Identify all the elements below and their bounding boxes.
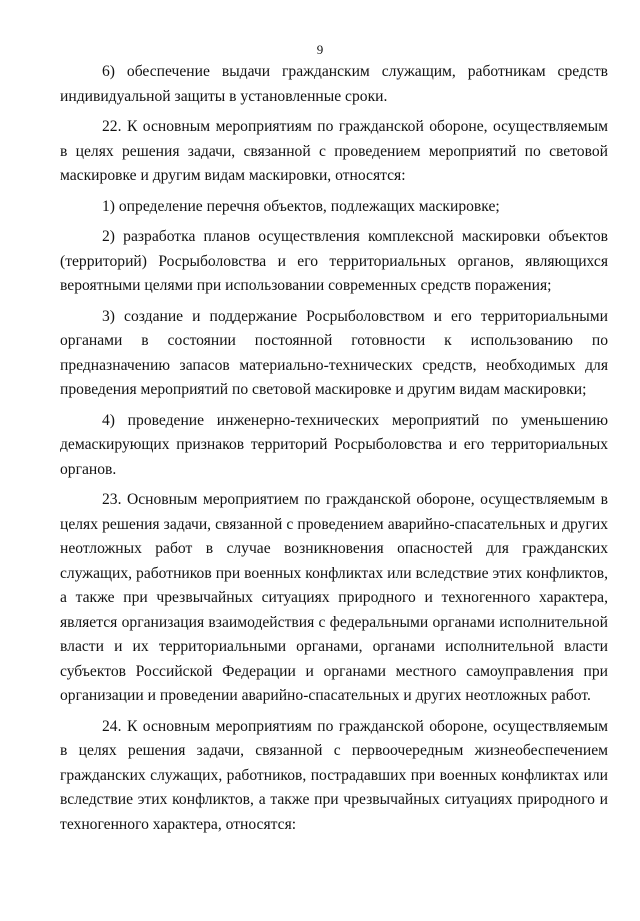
paragraph-22: 22. К основным мероприятиям по гражданской обороне, осуществляемым в целях решения задачи, связанной с проведением мероприятий по световой маскировке и другим видам маскировки, относятся: — [60, 118, 608, 184]
paragraph-22-item-1: 1) определение перечня объектов, подлежащих маскировке; — [102, 197, 500, 215]
document-body — [60, 60, 608, 843]
paragraph-item-6: 6) обеспечение выдачи гражданским служащим, работникам средств индивидуальной защиты в установленные сроки. — [60, 63, 608, 105]
paragraph-22-item-4: 4) проведение инженерно-технических мероприятий по уменьшению демаскирующих признаков территорий Росрыболовства и его территориальных органов. — [60, 411, 608, 478]
paragraph-22-item-2: 2) разработка планов осуществления комплексной маскировки объектов (территорий) Росрыболовства и его территориальных органов, являющихся вероятными целями при использовании современных средств поражения; — [60, 228, 608, 294]
paragraph-23: 23. Основным мероприятием по гражданской обороне, осуществляемым в целях решения задачи, связанной с проведением аварийно-спасательных и других неотложных работ в случае возникновения опасностей для гражданских служащих, работников при военных конфликтах или вследствие этих конфликтов, а также при чрезвычайных ситуациях природного и техногенного характера, является организация взаимодействия с федеральными органами исполнительной власти и их территориальными органами, органами исполнительной власти субъектов Российской Федерации и органами местного самоуправления при организации и проведении аварийно-спасательных и других неотложных работ. — [60, 491, 608, 704]
paragraph-22-item-3: 3) создание и поддержание Росрыболовством и его территориальными органами в состоянии постоянной готовности к использованию по предназначению запасов материально-технических средств, необходимых для проведения мероприятий по световой маскировке и другим видам маскировки; — [60, 307, 608, 398]
paragraph-24: 24. К основным мероприятиям по гражданской обороне, осуществляемым в целях решения задачи, связанной с первоочередным жизнеобеспечением гражданских служащих, работников, пострадавших при военных конфликтах или вследствие этих конфликтов, а также при чрезвычайных ситуациях природного и техногенного характера, относятся: — [60, 717, 608, 833]
page-number: 9 — [316, 42, 324, 57]
